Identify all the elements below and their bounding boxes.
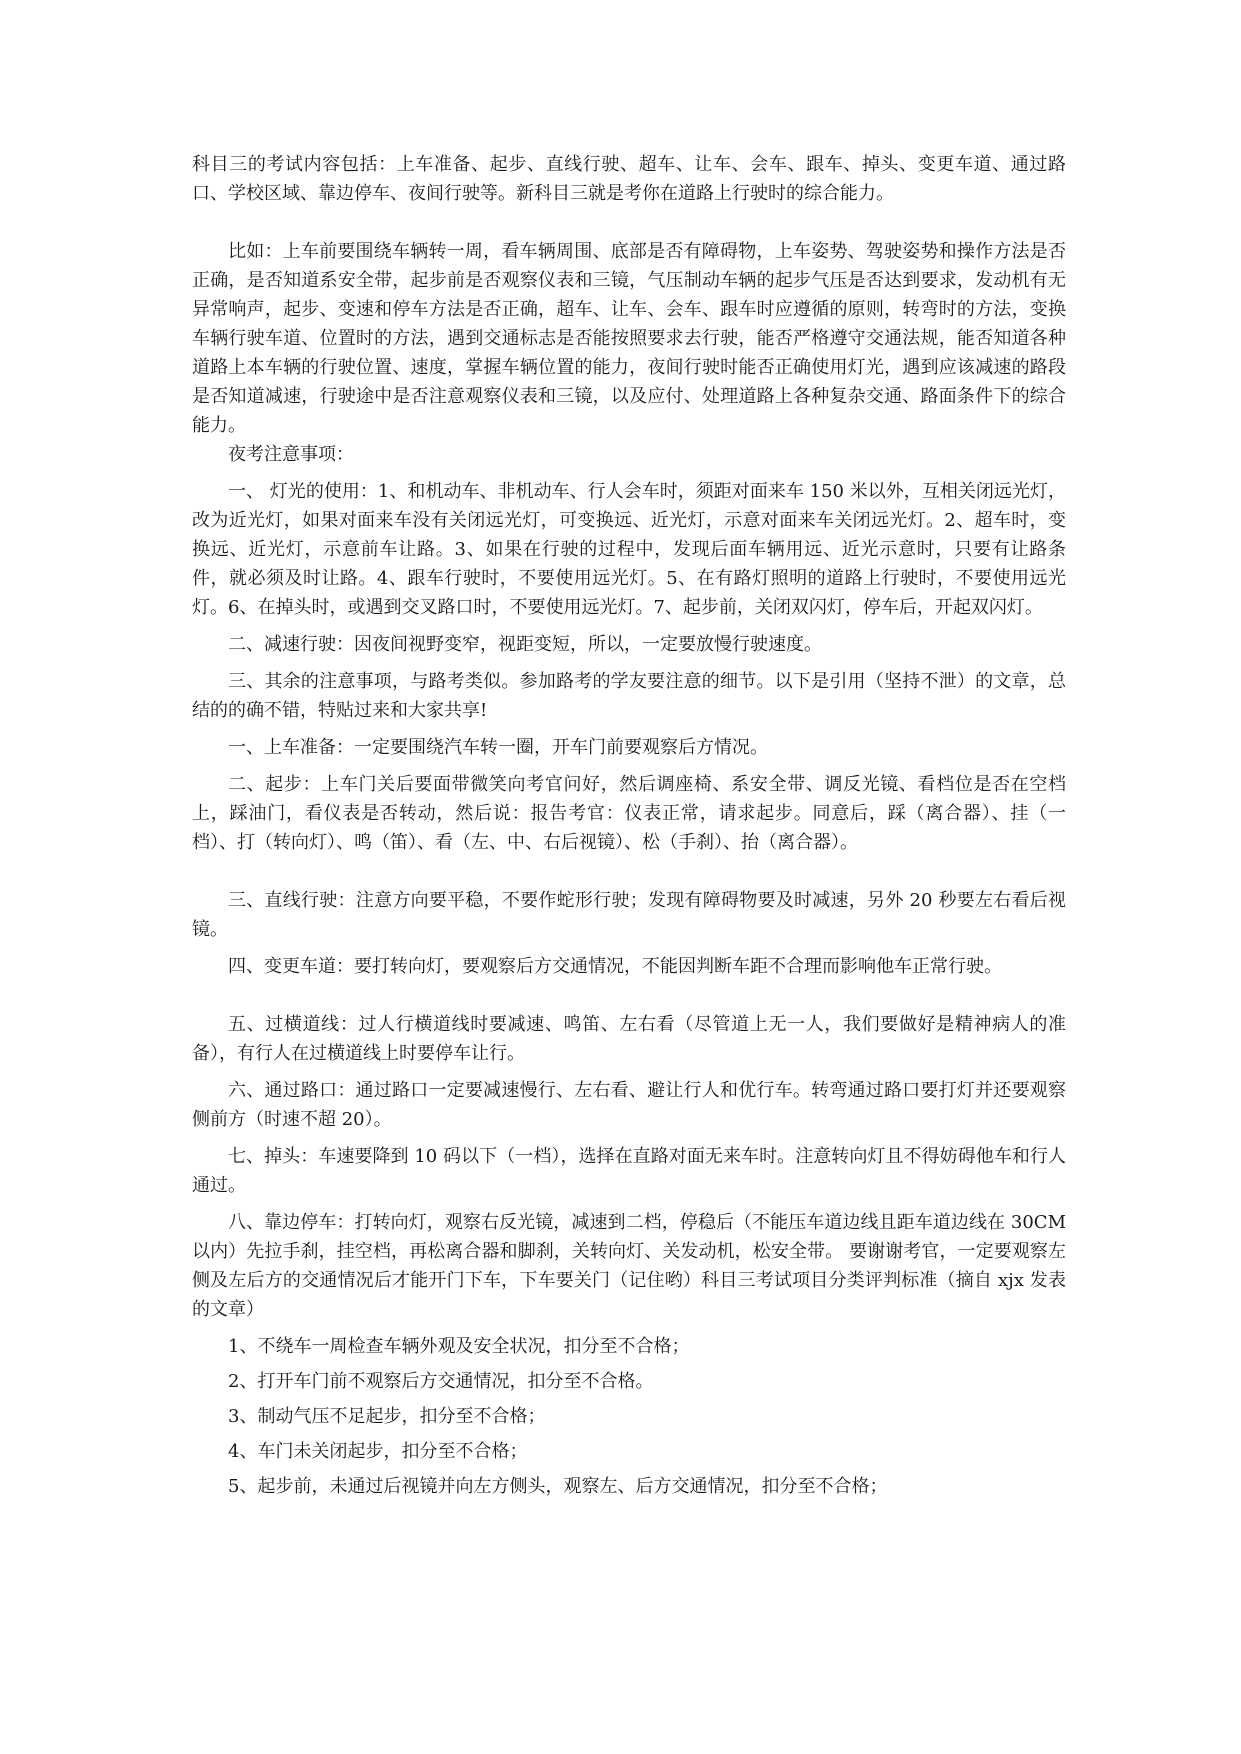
step-start-paragraph: 二、起步：上车门关后要面带微笑向考官问好，然后调座椅、系安全带、调反光镜、看档位是否在空档上，踩油门，看仪表是否转动，然后说：报告考官：仪表正常，请求起步。同意后，踩（离合器）、挂（一档）、打（转向灯）、鸣（笛）、看（左、中、右后视镜）、松（手刹）、抬（离合器）。 [192,774,1066,853]
step-crosswalk-paragraph: 五、过横道线：过人行横道线时要减速、鸣笛、左右看（尽管道上无一人，我们要做好是精神病人的准备），有行人在过横道线上时要停车让行。 [192,1014,1066,1064]
rule-item: 3、制动气压不足起步，扣分至不合格； [228,1406,546,1427]
rule-item: 5、起步前，未通过后视镜并向左方侧头，观察左、后方交通情况，扣分至不合格； [228,1476,888,1497]
step-u-turn-paragraph: 七、掉头：车速要降到 10 码以下（一档），选择在直路对面无来车时。注意转向灯且不得妨碍他车和行人通过。 [192,1146,1066,1196]
rule-item: 4、车门未关闭起步，扣分至不合格； [228,1441,528,1462]
document-page [192,150,1066,1507]
slow-down-paragraph: 二、减速行驶：因夜间视野变窄，视距变短，所以，一定要放慢行驶速度。 [228,634,822,655]
intro-paragraph: 科目三的考试内容包括：上车准备、起步、直线行驶、超车、让车、会车、跟车、掉头、变更车道、通过路口、学校区域、靠边停车、夜间行驶等。新科目三就是考你在道路上行驶时的综合能力。 [192,154,1066,204]
other-notes-paragraph: 三、其余的注意事项，与路考类似。参加路考的学友要注意的细节。以下是引用（坚持不泄）的文章，总结的的确不错，特贴过来和大家共享! [192,671,1066,721]
blank-line [192,208,1066,237]
step-pull-over-paragraph: 八、靠边停车：打转向灯，观察右反光镜，减速到二档，停稳后（不能压车道边线且距车道边线在 30CM 以内）先拉手刹，挂空档，再松离合器和脚刹，关转向灯、关发动机，松安全带。 要谢谢考官，一定要观察左侧及左后方的交通情况后才能开门下车，下车要关门（记住哟）科目三考试项目分类评判标准（摘自 xjx 发表的文章） [192,1212,1066,1320]
rule-item: 2、打开车门前不观察后方交通情况，扣分至不合格。 [228,1371,654,1392]
step-straight-paragraph: 三、直线行驶：注意方向要平稳，不要作蛇形行驶；发现有障碍物要及时减速，另外 20 秒要左右看后视镜。 [192,890,1066,940]
blank-line [192,857,1066,886]
lights-usage-paragraph: 一、 灯光的使用：1、和机动车、非机动车、行人会车时，须距对面来车 150 米以外，互相关闭远光灯，改为近光灯，如果对面来车没有关闭远光灯，可变换远、近光灯，示意对面来车关闭远光灯。2、超车时，变换远、近光灯，示意前车让路。3、如果在行驶的过程中，发现后面车辆用远、近光示意时，只要有让路条件，就必须及时让路。4、跟车行驶时，不要使用远光灯。5、在有路灯照明的道路上行驶时，不要使用远光灯。6、在掉头时，或遇到交叉路口时，不要使用远光灯。7、起步前，关闭双闪灯，停车后，开起双闪灯。 [192,481,1066,618]
example-paragraph: 比如：上车前要围绕车辆转一周，看车辆周围、底部是否有障碍物，上车姿势、驾驶姿势和操作方法是否正确，是否知道系安全带，起步前是否观察仪表和三镜，气压制动车辆的起步气压是否达到要求，发动机有无异常响声，起步、变速和停车方法是否正确，超车、让车、会车、跟车时应遵循的原则，转弯时的方法，变换车辆行驶车道、位置时的方法，遇到交通标志是否能按照要求去行驶，能否严格遵守交通法规，能否知道各种道路上本车辆的行驶位置、速度，掌握车辆位置的能力，夜间行驶时能否正确使用灯光，遇到应该减速的路段是否知道减速，行驶途中是否注意观察仪表和三镜，以及应付、处理道路上各种复杂交通、路面条件下的综合能力。 [192,241,1066,436]
blank-line [192,981,1066,1010]
step-prepare-paragraph: 一、上车准备：一定要围绕汽车转一圈，开车门前要观察后方情况。 [228,737,768,758]
step-lane-change-paragraph: 四、变更车道：要打转向灯，要观察后方交通情况，不能因判断车距不合理而影响他车正常行驶。 [228,956,1002,977]
step-intersection-paragraph: 六、通过路口：通过路口一定要减速慢行、左右看、避让行人和优行车。转弯通过路口要打灯并还要观察侧前方（时速不超 20）。 [192,1080,1066,1130]
rule-item: 1、不绕车一周检查车辆外观及安全状况，扣分至不合格； [228,1336,690,1357]
night-exam-heading: 夜考注意事项： [228,444,354,465]
